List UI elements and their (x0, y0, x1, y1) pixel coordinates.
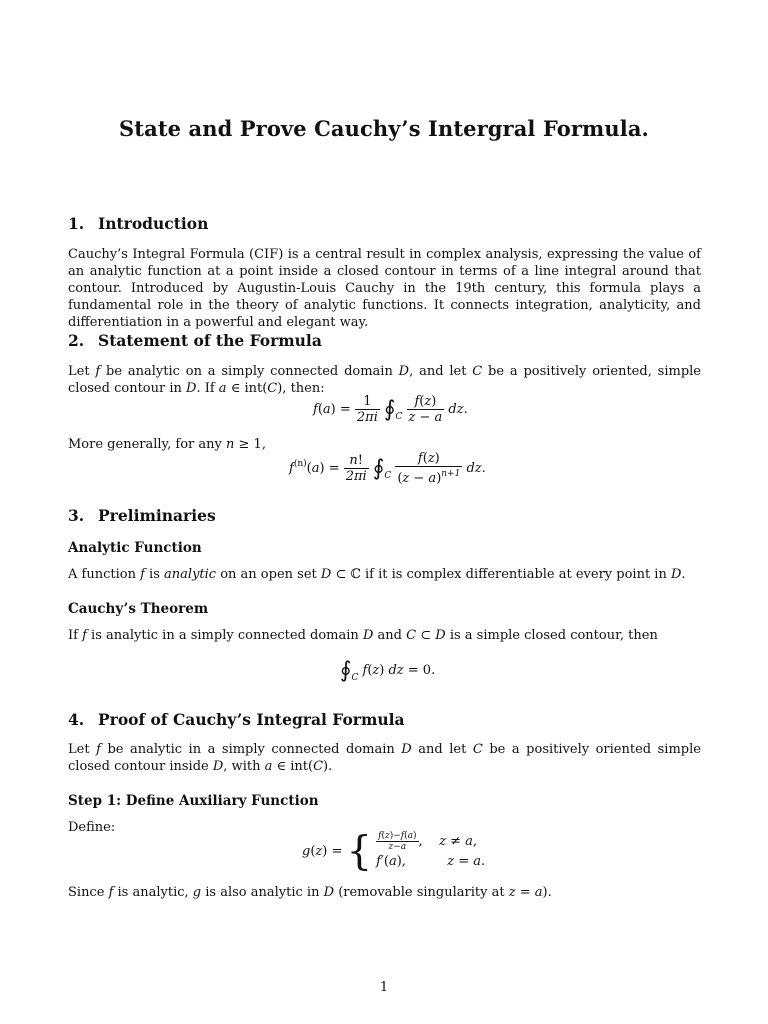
more-generally-line: More generally, for any n ≥ 1, (68, 437, 266, 452)
analytic-definition: A function f is analytic on an open set D ⊂ ℂ if it is complex differentiable at every point in D. (68, 567, 686, 582)
auxiliary-function-definition: g(z) = { $\frac{f(z)-f(a)}{z-a}$ , z ≠ a, f′(a), z = a. (302, 828, 486, 875)
section-heading-statement: 2. Statement of the Formula (68, 331, 322, 350)
proof-setup-paragraph: Let f be analytic in a simply connected domain D and let C be a positively oriented simple closed contour inside D, with a ∈ int(C). (68, 742, 701, 774)
document-title: State and Prove Cauchy’s Intergral Formula. (119, 116, 649, 141)
section-heading-preliminaries: 3. Preliminaries (68, 506, 216, 525)
section-heading-introduction: 1. Introduction (68, 214, 209, 233)
intro-paragraph: Cauchy’s Integral Formula (CIF) is a central result in complex analysis, expressing the value of an analytic function at a point inside a closed contour in terms of a line integral around that contour. Introduced by Augustin-Louis Cauchy in the 19th century, this formula plays a fundamental role in the theory of analytic functions. It connects integration, analyticity, and differentiation in a powerful and elegant way. (68, 247, 701, 330)
define-label: Define: (68, 820, 116, 835)
page-number: 1 (379, 980, 389, 995)
theorem-statement: If f is analytic in a simply connected domain D and C ⊂ D is a simple closed contour, then (68, 628, 658, 643)
cauchys-theorem-equation: $∮_C$ f(z) dz = 0. (340, 658, 436, 683)
subheading-cauchys-theorem: Cauchy’s Theorem (68, 601, 209, 617)
subheading-step1: Step 1: Define Auxiliary Function (68, 793, 319, 809)
removable-singularity-line: Since f is analytic, g is also analytic in D (removable singularity at z = a). (68, 885, 552, 900)
cauchy-integral-formula: f(a) = $\frac{1}{2\pi i}$ $∮_C$ $\frac{f(z)}{z - a}$ dz. (313, 394, 468, 425)
section-heading-proof: 4. Proof of Cauchy’s Integral Formula (68, 710, 405, 729)
statement-paragraph: Let f be analytic on a simply connected domain D, and let C be a positively oriented, simple closed contour in D. If a ∈ int(C), then: (68, 364, 701, 396)
generalized-cauchy-formula: $f^{(n)}(a)$ = $\frac{n!}{2\pi i}$ $∮_C$ $\frac{f(z)}{(z - a)^{n+1}}$ dz. (289, 451, 486, 486)
subheading-analytic-function: Analytic Function (68, 540, 202, 556)
